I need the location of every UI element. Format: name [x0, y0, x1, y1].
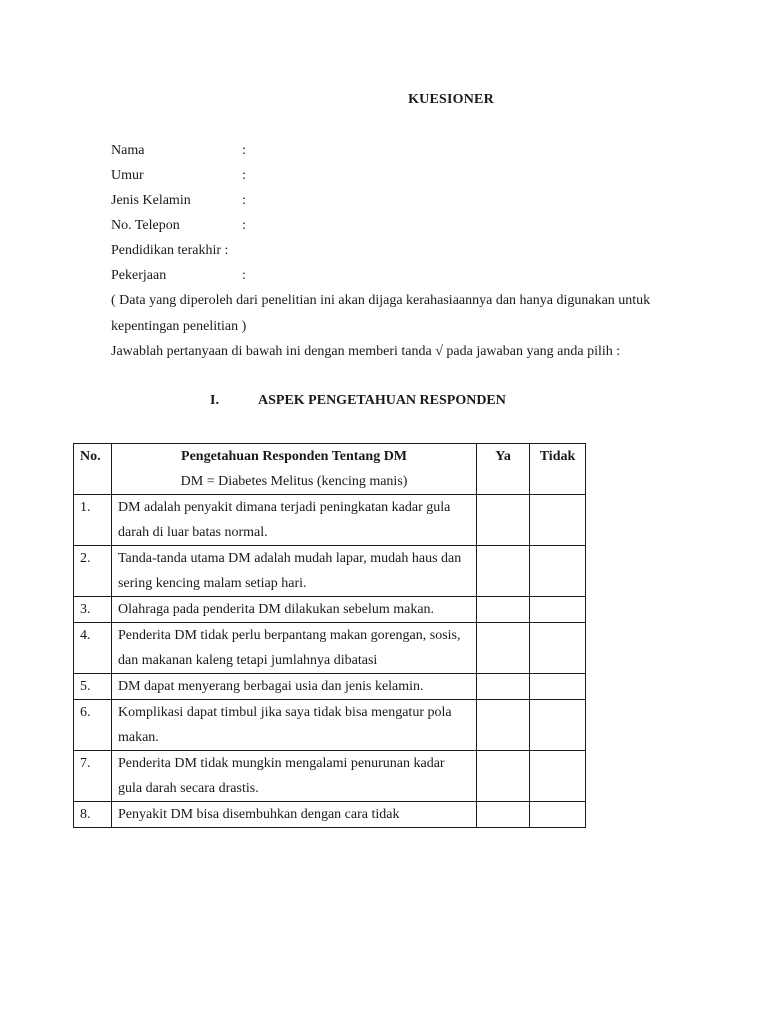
row-number: 7. [74, 751, 112, 802]
answer-tidak-cell[interactable] [530, 623, 586, 674]
row-question: DM adalah penyakit dimana terjadi peningkatan kadar gula darah di luar batas normal. [111, 495, 476, 546]
row-number: 3. [74, 597, 112, 623]
answer-ya-cell[interactable] [477, 546, 530, 597]
instruction-text: Jawablah pertanyaan di bawah ini dengan memberi tanda √ pada jawaban yang anda pilih : [111, 344, 621, 359]
row-number: 6. [74, 700, 112, 751]
table-header-row [74, 444, 586, 495]
answer-tidak-cell[interactable] [530, 802, 586, 828]
row-question: Tanda-tanda utama DM adalah mudah lapar, mudah haus dan sering kencing malam setiap hari. [111, 546, 476, 597]
row-number: 5. [74, 674, 112, 700]
section-title: ASPEK PENGETAHUAN RESPONDEN [258, 393, 506, 408]
field-jenis-kelamin [111, 192, 246, 210]
table-row [74, 546, 586, 597]
answer-tidak-cell[interactable] [530, 597, 586, 623]
row-question: Olahraga pada penderita DM dilakukan sebelum makan. [111, 597, 476, 623]
header-ya: Ya [477, 444, 530, 495]
table-row [74, 700, 586, 751]
answer-ya-cell[interactable] [477, 674, 530, 700]
table-row [74, 802, 586, 828]
row-question: Penderita DM tidak perlu berpantang makan gorengan, sosis, dan makanan kaleng tetapi jumlahnya dibatasi [111, 623, 476, 674]
row-question: Penderita DM tidak mungkin mengalami penurunan kadar gula darah secara drastis. [111, 751, 476, 802]
answer-ya-cell[interactable] [477, 700, 530, 751]
header-question-title: Pengetahuan Responden Tentang DM [181, 449, 408, 464]
table-row [74, 597, 586, 623]
field-label: Umur [111, 168, 144, 183]
row-question: Komplikasi dapat timbul jika saya tidak bisa mengatur pola makan. [111, 700, 476, 751]
field-colon: : [242, 218, 246, 233]
page-title: KUESIONER [408, 92, 494, 107]
questionnaire-table [73, 443, 586, 828]
answer-ya-cell[interactable] [477, 751, 530, 802]
row-number: 8. [74, 802, 112, 828]
answer-ya-cell[interactable] [477, 802, 530, 828]
row-number: 2. [74, 546, 112, 597]
row-question: Penyakit DM bisa disembuhkan dengan cara tidak [111, 802, 476, 828]
answer-tidak-cell[interactable] [530, 751, 586, 802]
field-pekerjaan [111, 267, 246, 285]
field-pendidikan [111, 242, 228, 260]
row-number: 4. [74, 623, 112, 674]
header-question [111, 444, 476, 495]
header-tidak: Tidak [530, 444, 586, 495]
answer-ya-cell[interactable] [477, 495, 530, 546]
field-label: Nama [111, 143, 145, 158]
answer-ya-cell[interactable] [477, 597, 530, 623]
field-label: No. Telepon [111, 218, 180, 233]
answer-tidak-cell[interactable] [530, 700, 586, 751]
table-row [74, 751, 586, 802]
field-nama [111, 142, 246, 160]
field-colon: : [242, 268, 246, 283]
field-colon: : [242, 143, 246, 158]
table-row [74, 495, 586, 546]
row-number: 1. [74, 495, 112, 546]
field-label: Pekerjaan [111, 268, 167, 283]
row-question: DM dapat menyerang berbagai usia dan jenis kelamin. [111, 674, 476, 700]
field-label: Pendidikan terakhir : [111, 243, 229, 258]
header-no: No. [74, 444, 112, 495]
answer-ya-cell[interactable] [477, 623, 530, 674]
field-colon: : [242, 168, 246, 183]
answer-tidak-cell[interactable] [530, 546, 586, 597]
field-colon: : [242, 193, 246, 208]
confidentiality-note: ( Data yang diperoleh dari penelitian ini akan dijaga kerahasiaannya dan hanya digunakan untuk kepentingan penelitian ) [111, 293, 651, 334]
field-umur [111, 167, 246, 185]
table-row [74, 674, 586, 700]
field-no-telepon [111, 217, 246, 235]
header-question-subtitle: DM = Diabetes Melitus (kencing manis) [180, 474, 408, 489]
answer-tidak-cell[interactable] [530, 674, 586, 700]
section-number: I. [210, 393, 219, 408]
table-row [74, 623, 586, 674]
field-label: Jenis Kelamin [111, 193, 191, 208]
answer-tidak-cell[interactable] [530, 495, 586, 546]
